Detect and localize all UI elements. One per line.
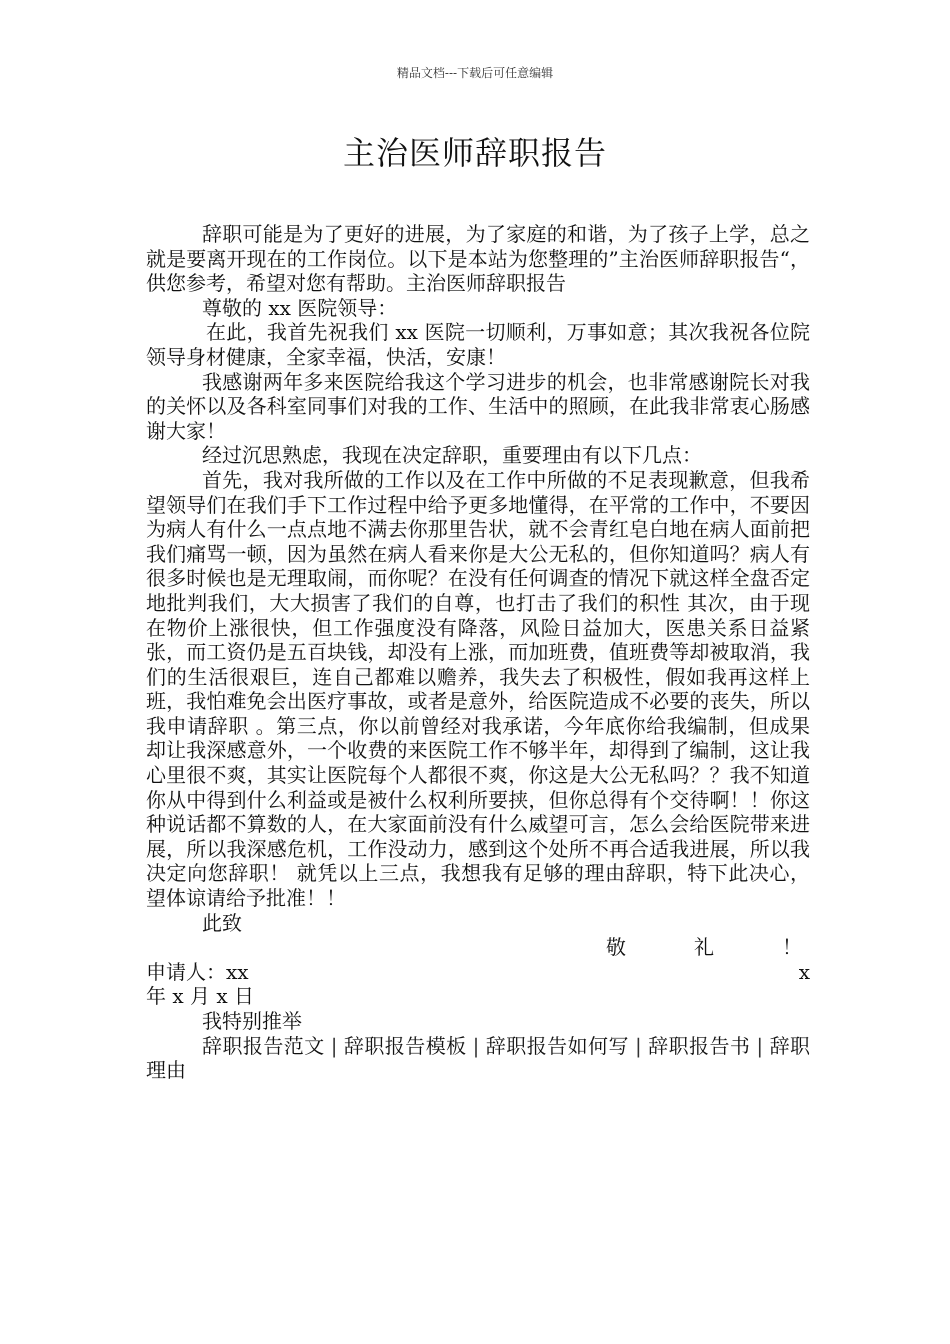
- wishes-paragraph: 在此，我首先祝我们 xx 医院一切顺利，万事如意；其次我祝各位院领导身材健康，全家幸福，快活，安康！: [146, 320, 810, 369]
- link-resignation-sample[interactable]: 辞职报告范文: [202, 1033, 325, 1058]
- date-line: 年 x 月 x 日: [146, 984, 254, 1009]
- link-resignation-reasons[interactable]: 辞职理由: [146, 1033, 811, 1083]
- document-body: [146, 222, 810, 1083]
- link-how-to-write[interactable]: 辞职报告如何写: [485, 1033, 629, 1058]
- link-separator: |: [634, 1033, 642, 1058]
- intro-paragraph: 辞职可能是为了更好的进展，为了家庭的和谐，为了孩子上学，总之就是要离开现在的工作岗位。以下是本站为您整理的”主治医师辞职报告“，供您参考，希望对您有帮助。主治医师辞职报告: [146, 222, 810, 296]
- applicant-line: [146, 960, 810, 985]
- link-resignation-template[interactable]: 辞职报告模板: [343, 1033, 467, 1058]
- link-separator: |: [472, 1033, 480, 1058]
- closing-line: 此致: [202, 910, 242, 935]
- document-title: 主治医师辞职报告: [342, 134, 607, 172]
- related-links: [146, 1034, 810, 1083]
- applicant-label: 申请人：xx: [146, 959, 249, 984]
- header-note: 精品文档---下载后可任意编辑: [396, 66, 554, 80]
- salute-char-2: 礼: [694, 935, 714, 960]
- decision-paragraph: 经过沉思熟虑，我现在决定辞职，重要理由有以下几点：: [202, 443, 702, 468]
- link-resignation-letter[interactable]: 辞职报告书: [647, 1033, 751, 1058]
- link-separator: |: [330, 1033, 338, 1058]
- reasons-paragraph: 首先，我对我所做的工作以及在工作中所做的不足表现歉意，但我希望领导们在我们手下工作过程中给予更多地懂得，在平常的工作中，不要因为病人有什么一点点地不满去你那里告状，就不会青红皂白地在病人面前把我们痛骂一顿，因为虽然在病人看来你是大公无私的，但你知道吗？病人有很多时候也是无理取闹，而你呢？在没有任何调查的情况下就这样全盘否定地批判我们，大大损害了我们的自尊，也打击了我们的积性 其次，由于现在物价上涨很快，但工作强度没有降落，风险日益加大，医患关系日益紧张，而工资仍是五百块钱，却没有上涨，而加班费，值班费等却被取消，我们的生活很艰巨，连自己都难以赡养，我失去了积极性，假如我再这样上班，我怕难免会出医疗事故，或者是意外，给医院造成不必要的丧失，所以我申请辞职 。第三点，你以前曾经对我承诺，今年底你给我编制，但成果却让我深感意外，一个收费的来医院工作不够半年，却得到了编制，这让我心里很不爽，其实让医院每个人都很不爽，你这是大公无私吗？？我不知道你从中得到什么利益或是被什么权利所要挟，但你总得有个交待啊！！你这种说话都不算数的人，在大家面前没有什么威望可言，怎么会给医院带来进展，所以我深感危机，工作没动力，感到这个处所不再合适我进展，所以我决定向您辞职！ 就凭以上三点，我想我有足够的理由辞职，特下此决心，望体谅请给予批准！！: [146, 467, 810, 911]
- salute-char-1: 敬: [606, 935, 626, 960]
- date-x: x: [798, 959, 810, 984]
- salute-char-3: ！: [782, 935, 802, 960]
- greeting-line: 尊敬的 xx 医院领导：: [202, 295, 398, 320]
- thanks-paragraph: 我感谢两年多来医院给我这个学习进步的机会，也非常感谢院长对我的关怀以及各科室同事们对我的工作、生活中的照顾，在此我非常衷心肠感谢大家！: [146, 369, 810, 443]
- recommend-line: 我特别推举: [202, 1009, 302, 1033]
- salute-line: [146, 935, 810, 960]
- link-separator: |: [756, 1033, 764, 1058]
